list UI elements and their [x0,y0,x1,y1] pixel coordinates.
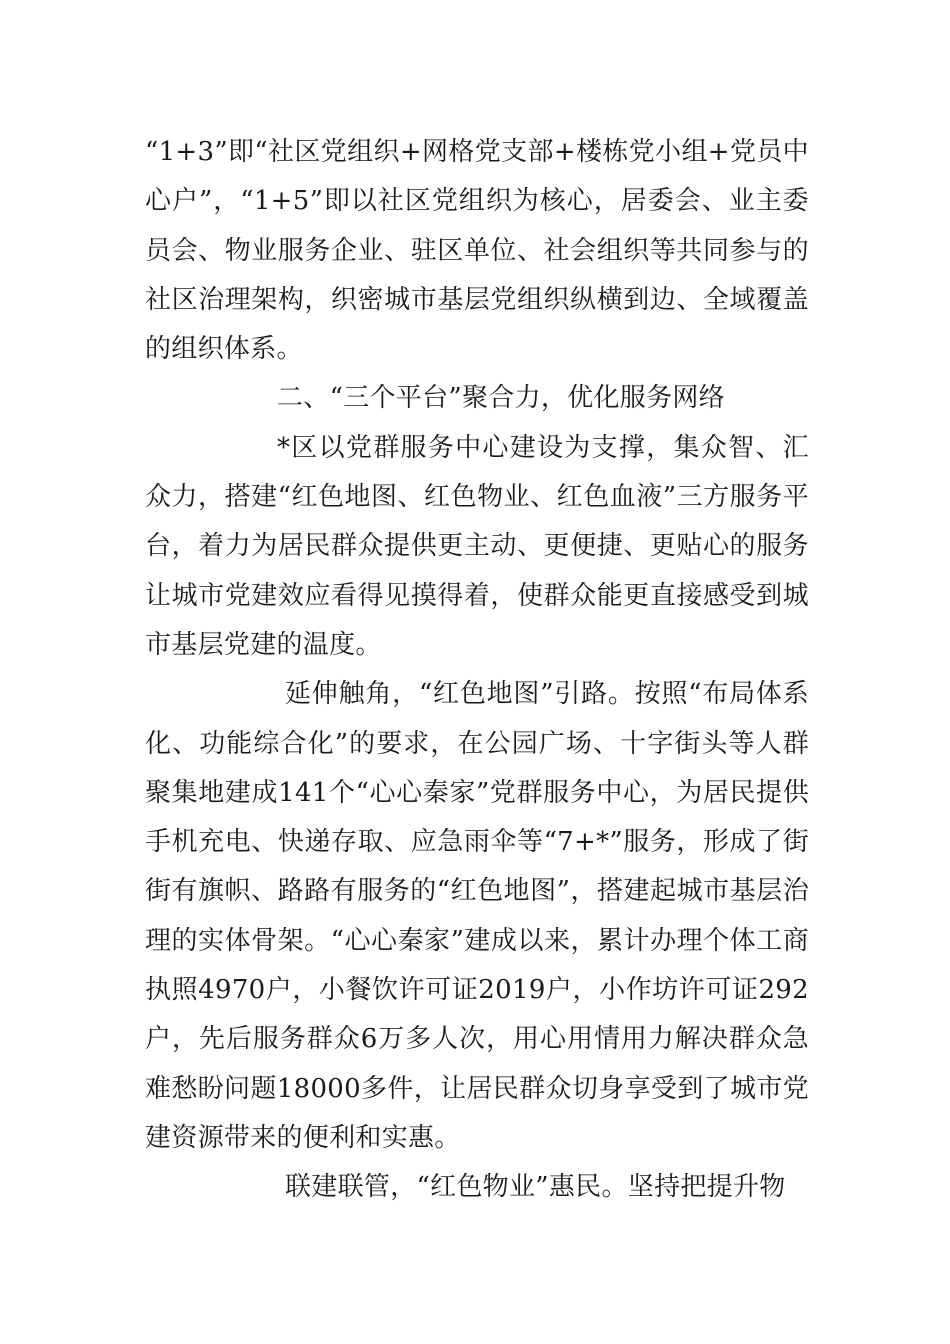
document-body [145,128,809,1213]
section-heading-three-platforms: 二、“三个平台”聚合力，优化服务网络 [277,383,725,414]
paragraph-red-map: 延伸触角，“红色地图”引路。按照“布局体系化、功能综合化”的要求，在公园广场、十字街头等人群聚集地建成141个“心心秦家”党群服务中心，为居民提供手机充电、快递存取、应急雨伞等“7+*”服务，形成了街街有旗帜、路路有服务的“红色地图”，搭建起城市基层治理的实体骨架。“心心秦家”建成以来，累计办理个体工商执照4970户，小餐饮许可证2019户，小作坊许可证292户，先后服务群众6万多人次，用心用情用力解决群众急难愁盼问题18000多件，让居民群众切身享受到了城市党建资源带来的便利和实惠。 [145,679,809,1153]
paragraph-red-property: 联建联管，“红色物业”惠民。坚持把提升物 [285,1172,786,1203]
paragraph-service-platforms: *区以党群服务中心建设为支撑，集众智、汇众力，搭建“红色地图、红色物业、红色血液”三方服务平台，着力为居民群众提供更主动、更便捷、更贴心的服务让城市党建效应看得见摸得着，使群众能更直接感受到城市基层党建的温度。 [145,432,809,660]
paragraph-organization-system: “1+3”即“社区党组织+网格党支部+楼栋党小组+党员中心户”，“1+5”即以社区党组织为核心，居委会、业主委员会、物业服务企业、驻区单位、社会组织等共同参与的社区治理架构，织密城市基层党组织纵横到边、全域覆盖的组织体系。 [145,137,809,365]
